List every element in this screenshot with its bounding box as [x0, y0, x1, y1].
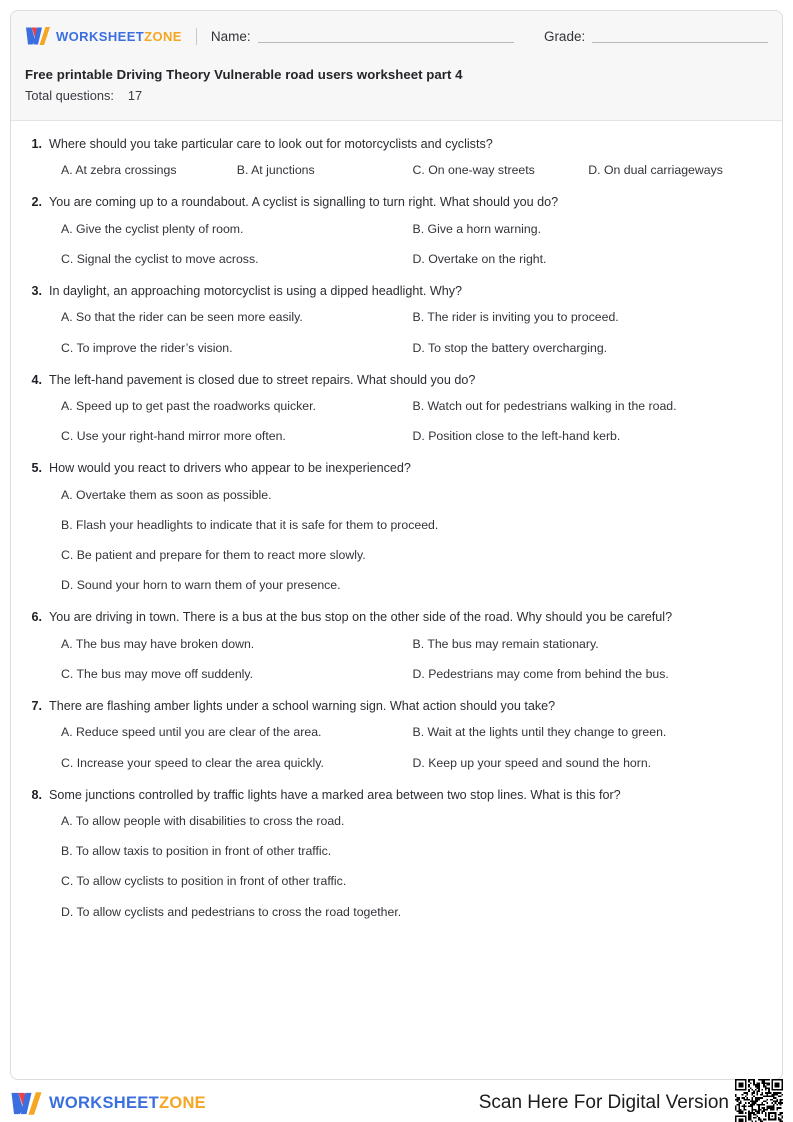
- question-text: You are driving in town. There is a bus at the bus stop on the other side of the road. Why should you be careful?: [49, 610, 673, 625]
- answer-option[interactable]: C. Increase your speed to clear the area quickly.: [61, 755, 324, 770]
- answer-option[interactable]: D. Position close to the left-hand kerb.: [412, 429, 621, 444]
- question-number: 4.: [31, 372, 42, 387]
- options-group: [29, 221, 764, 268]
- answer-option[interactable]: D. Keep up your speed and sound the horn.: [412, 755, 652, 770]
- worksheet-header: [11, 11, 782, 121]
- options-group: [29, 162, 764, 179]
- question-text: Where should you take particular care to look out for motorcyclists and cyclists?: [49, 137, 493, 151]
- answer-option[interactable]: D. On dual carriageways: [588, 163, 723, 178]
- total-questions: [25, 88, 768, 103]
- answer-option[interactable]: A. To allow people with disabilities to cross the road.: [61, 814, 345, 829]
- question-item: [29, 282, 764, 357]
- answer-option[interactable]: A. Reduce speed until you are clear of the area.: [61, 725, 322, 740]
- question-header: [29, 193, 764, 211]
- question-item: [29, 786, 764, 921]
- options-group: [29, 724, 764, 771]
- scan-here-label: Scan Here For Digital Version: [478, 1092, 729, 1113]
- question-item: [29, 371, 764, 446]
- question-item: [29, 459, 764, 594]
- answer-option[interactable]: D. Pedestrians may come from behind the bus.: [412, 666, 669, 681]
- header-logo-text: [56, 29, 182, 44]
- answer-option[interactable]: B. Give a horn warning.: [412, 221, 541, 236]
- answer-option[interactable]: C. Be patient and prepare for them to react more slowly.: [61, 548, 366, 563]
- total-questions-value: 17: [127, 88, 143, 103]
- answer-option[interactable]: B. At junctions: [236, 163, 315, 178]
- question-number: 3.: [31, 284, 42, 299]
- answer-option[interactable]: A. So that the rider can be seen more easily.: [61, 310, 303, 325]
- header-identity-row: [25, 23, 768, 49]
- footer-logo: [10, 1091, 206, 1116]
- footer-logo-text-primary: WORKSHEET: [49, 1093, 159, 1112]
- logo-text-primary: WORKSHEET: [56, 28, 145, 44]
- question-item: [29, 697, 764, 772]
- question-header: [29, 371, 764, 389]
- answer-option[interactable]: D. To stop the battery overcharging.: [412, 340, 608, 355]
- answer-option[interactable]: B. Flash your headlights to indicate that it is safe for them to proceed.: [61, 517, 439, 532]
- options-group: [29, 487, 764, 595]
- question-header: [29, 135, 764, 153]
- question-header: [29, 786, 764, 804]
- answer-option[interactable]: C. On one-way streets: [412, 163, 535, 178]
- question-header: [29, 608, 764, 626]
- worksheet-card: [10, 10, 783, 1080]
- question-item: [29, 193, 764, 268]
- answer-option[interactable]: B. To allow taxis to position in front of other traffic.: [61, 844, 332, 859]
- total-questions-label: Total questions:: [25, 88, 114, 103]
- question-number: 2.: [31, 195, 42, 210]
- footer-logo-text: [49, 1094, 206, 1113]
- worksheet-zone-logo-mark: [10, 1091, 43, 1116]
- question-number: 6.: [31, 610, 42, 625]
- question-text: Some junctions controlled by traffic lights have a marked area between two stop lines. What is this for?: [49, 787, 621, 802]
- answer-option[interactable]: D. Sound your horn to warn them of your presence.: [61, 578, 341, 593]
- grade-label: Grade:: [543, 28, 586, 44]
- questions-list: [11, 121, 782, 945]
- answer-option[interactable]: B. Wait at the lights until they change to green.: [412, 725, 667, 740]
- question-number: 1.: [31, 137, 42, 151]
- answer-option[interactable]: A. Speed up to get past the roadworks quicker.: [61, 399, 316, 414]
- answer-option[interactable]: C. Use your right-hand mirror more often.: [61, 429, 286, 444]
- page-title: Free printable Driving Theory Vulnerable road users worksheet part 4: [25, 67, 463, 82]
- qr-code[interactable]: [735, 1079, 783, 1122]
- answer-option[interactable]: A. At zebra crossings: [61, 163, 177, 178]
- options-group: [29, 309, 764, 356]
- answer-option[interactable]: C. To improve the rider’s vision.: [61, 340, 233, 355]
- answer-option[interactable]: D. To allow cyclists and pedestrians to cross the road together.: [61, 904, 402, 919]
- options-group: [29, 398, 764, 445]
- footer-scan-group: [479, 1079, 783, 1122]
- header-divider: [196, 28, 197, 45]
- answer-option[interactable]: A. Overtake them as soon as possible.: [61, 487, 272, 502]
- answer-option[interactable]: B. The bus may remain stationary.: [412, 636, 599, 651]
- answer-option[interactable]: D. Overtake on the right.: [412, 251, 547, 266]
- answer-option[interactable]: C. To allow cyclists to position in front of other traffic.: [61, 874, 347, 889]
- question-text: There are flashing amber lights under a school warning sign. What action should you take?: [49, 699, 556, 714]
- question-header: [29, 459, 764, 477]
- question-text: You are coming up to a roundabout. A cyclist is signalling to turn right. What should you do?: [49, 195, 559, 210]
- name-label: Name:: [210, 28, 251, 44]
- question-header: [29, 282, 764, 300]
- answer-option[interactable]: C. The bus may move off suddenly.: [61, 666, 254, 681]
- answer-option[interactable]: A. Give the cyclist plenty of room.: [61, 221, 244, 236]
- options-group: [29, 636, 764, 683]
- logo-text-secondary: ZONE: [144, 28, 182, 44]
- answer-option[interactable]: A. The bus may have broken down.: [61, 636, 255, 651]
- question-item: [29, 608, 764, 683]
- answer-option[interactable]: B. Watch out for pedestrians walking in the road.: [412, 399, 677, 414]
- answer-option[interactable]: B. The rider is inviting you to proceed.: [412, 310, 619, 325]
- answer-option[interactable]: C. Signal the cyclist to move across.: [61, 251, 259, 266]
- name-input-line[interactable]: [258, 30, 514, 43]
- worksheet-footer: [10, 1086, 783, 1120]
- options-group: [29, 813, 764, 921]
- question-text: In daylight, an approaching motorcyclist is using a dipped headlight. Why?: [49, 284, 463, 299]
- question-number: 8.: [31, 787, 42, 802]
- question-text: The left-hand pavement is closed due to street repairs. What should you do?: [49, 372, 476, 387]
- question-header: [29, 697, 764, 715]
- question-number: 5.: [31, 461, 42, 476]
- footer-logo-text-secondary: ZONE: [158, 1093, 206, 1112]
- worksheet-zone-logo-mark: [25, 26, 51, 46]
- question-number: 7.: [31, 699, 42, 714]
- question-item: [29, 135, 764, 179]
- grade-input-line[interactable]: [592, 30, 768, 43]
- question-text: How would you react to drivers who appear to be inexperienced?: [49, 461, 411, 476]
